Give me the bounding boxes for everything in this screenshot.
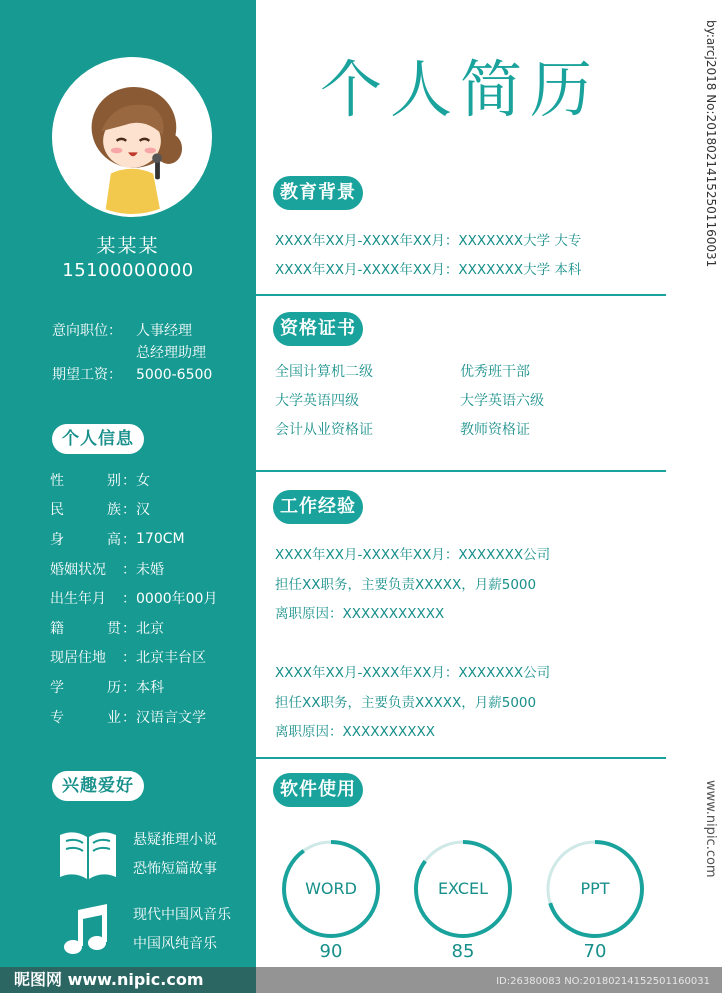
book-icon — [55, 825, 121, 885]
watermark-side-top-text: by:arcj2018 No:20180214152501160031 — [704, 20, 718, 268]
education-item-2: XXXX年XX月-XXXX年XX月：XXXXXXX大学 本科 — [275, 262, 582, 278]
personal-info-row — [50, 672, 217, 702]
personal-info-key-part: 业 — [107, 709, 121, 726]
personal-info-value: 女 — [136, 472, 150, 489]
hobby-book-1: 悬疑推理小说 — [133, 832, 217, 848]
personal-info-heading: 个人信息 — [52, 424, 144, 454]
divider — [256, 757, 666, 759]
personal-info-value: 170CM — [136, 530, 185, 547]
avatar-illustration — [55, 60, 209, 214]
music-note-icon — [55, 900, 121, 960]
work-1-reason: 离职原因：XXXXXXXXXXX — [275, 606, 445, 622]
personal-info-key-part: 高 — [107, 531, 121, 548]
colon: ： — [122, 650, 136, 667]
skill-name: EXCEL — [437, 879, 489, 898]
colon: ： — [122, 531, 136, 548]
divider — [256, 294, 666, 296]
colon: ： — [122, 472, 136, 489]
personal-info-key — [50, 707, 136, 727]
personal-info-row — [50, 524, 217, 554]
hobby-music — [55, 900, 231, 960]
personal-info-key — [50, 499, 136, 519]
watermark-side-top — [704, 20, 718, 350]
watermark-bar — [0, 967, 722, 993]
education-item-1: XXXX年XX月-XXXX年XX月：XXXXXXX大学 大专 — [275, 233, 582, 249]
certificate-item: 会计从业资格证 — [275, 422, 373, 438]
position-label: 意向职位： — [52, 323, 122, 339]
software-heading: 软件使用 — [273, 773, 363, 807]
work-2-period: XXXX年XX月-XXXX年XX月：XXXXXXX公司 — [275, 665, 551, 681]
job-intent — [52, 320, 212, 386]
personal-info-key — [50, 677, 136, 697]
candidate-phone: 15100000000 — [62, 260, 194, 281]
personal-info-key — [50, 559, 136, 579]
hobby-reading — [55, 825, 217, 885]
personal-info-key-part: 族 — [107, 502, 121, 519]
position-value-1: 人事经理 — [136, 323, 192, 339]
personal-info-key-part: 历 — [107, 679, 121, 696]
personal-info-row — [50, 465, 217, 495]
personal-info-key-part: 婚姻状况 — [50, 561, 106, 578]
salary-value: 5000-6500 — [136, 367, 213, 383]
personal-info-value: 北京丰台区 — [136, 650, 206, 667]
sidebar — [0, 0, 256, 993]
colon: ： — [122, 502, 136, 519]
personal-info-key-part: 贯 — [107, 620, 121, 637]
personal-info-value: 0000年00月 — [136, 591, 218, 608]
personal-info-value: 未婚 — [136, 561, 164, 578]
work-1-duty: 担任XX职务，主要负责XXXXX，月薪5000 — [275, 577, 537, 593]
personal-info-key-part: 专 — [50, 709, 64, 726]
colon: ： — [122, 561, 136, 578]
personal-info-key-part: 现居住地 — [50, 650, 106, 667]
personal-info-value: 汉 — [136, 502, 150, 519]
certificate-item: 全国计算机二级 — [275, 364, 373, 380]
work-2-duty: 担任XX职务，主要负责XXXXX，月薪5000 — [275, 695, 537, 711]
watermark-logo: 昵图网 www.nipic.com — [14, 970, 204, 989]
personal-info-row — [50, 583, 217, 613]
certificate-item: 优秀班干部 — [460, 364, 530, 380]
skill-ring — [544, 838, 646, 940]
personal-info-value: 汉语言文学 — [136, 709, 206, 726]
certificate-item: 大学英语四级 — [275, 393, 359, 409]
hobbies-heading: 兴趣爱好 — [52, 771, 144, 801]
work-heading: 工作经验 — [273, 490, 363, 524]
skill-name: PPT — [580, 879, 610, 898]
position-value-2: 总经理助理 — [136, 345, 206, 361]
work-2-reason: 离职原因：XXXXXXXXXX — [275, 724, 435, 740]
personal-info-key — [50, 470, 136, 490]
page-title: 个人简历 — [320, 53, 601, 126]
certificates-list — [275, 362, 595, 441]
hobby-music-2: 中国风纯音乐 — [133, 936, 217, 952]
colon: ： — [122, 679, 136, 696]
personal-info-key-part: 出生年月 — [50, 591, 106, 608]
personal-info-key-part: 民 — [50, 502, 64, 519]
certificate-item: 教师资格证 — [460, 422, 530, 438]
watermark-id: ID:26380083 NO:20180214152501160031 — [496, 976, 710, 987]
candidate-name: 某某某 — [96, 235, 160, 257]
personal-info-key-part: 性 — [50, 472, 64, 489]
skill-ring — [280, 838, 382, 940]
personal-info-key-part: 学 — [50, 679, 64, 696]
certificates-heading: 资格证书 — [273, 312, 363, 346]
hobby-music-1: 现代中国风音乐 — [133, 907, 231, 923]
personal-info-key — [50, 588, 136, 608]
skill-name: WORD — [305, 879, 357, 898]
personal-info-value: 本科 — [136, 679, 164, 696]
personal-info-key-part: 别 — [107, 472, 121, 489]
personal-info-row — [50, 495, 217, 525]
hobby-book-2: 恐怖短篇故事 — [133, 861, 217, 877]
personal-info-key-part: 籍 — [50, 620, 64, 637]
avatar — [52, 57, 212, 217]
personal-info-value: 北京 — [136, 620, 164, 637]
skill-value: 70 — [583, 941, 607, 962]
divider — [256, 470, 666, 472]
education-heading: 教育背景 — [273, 176, 363, 210]
personal-info-row — [50, 702, 217, 732]
salary-label: 期望工资： — [52, 367, 122, 383]
watermark-side-bottom — [704, 780, 718, 980]
colon: ： — [122, 591, 136, 608]
certificate-item: 大学英语六级 — [460, 393, 544, 409]
skill-ring — [412, 838, 514, 940]
skill-value: 90 — [319, 941, 343, 962]
work-1-period: XXXX年XX月-XXXX年XX月：XXXXXXX公司 — [275, 547, 551, 563]
personal-info-key-part: 身 — [50, 531, 64, 548]
personal-info-key — [50, 529, 136, 549]
personal-info-list — [50, 465, 217, 731]
skill-value: 85 — [451, 941, 475, 962]
colon: ： — [122, 709, 136, 726]
personal-info-row — [50, 613, 217, 643]
colon: ： — [122, 620, 136, 637]
personal-info-row — [50, 643, 217, 673]
watermark-side-bottom-text: www.nipic.com — [703, 780, 718, 878]
personal-info-row — [50, 554, 217, 584]
personal-info-key — [50, 618, 136, 638]
personal-info-key — [50, 647, 136, 667]
